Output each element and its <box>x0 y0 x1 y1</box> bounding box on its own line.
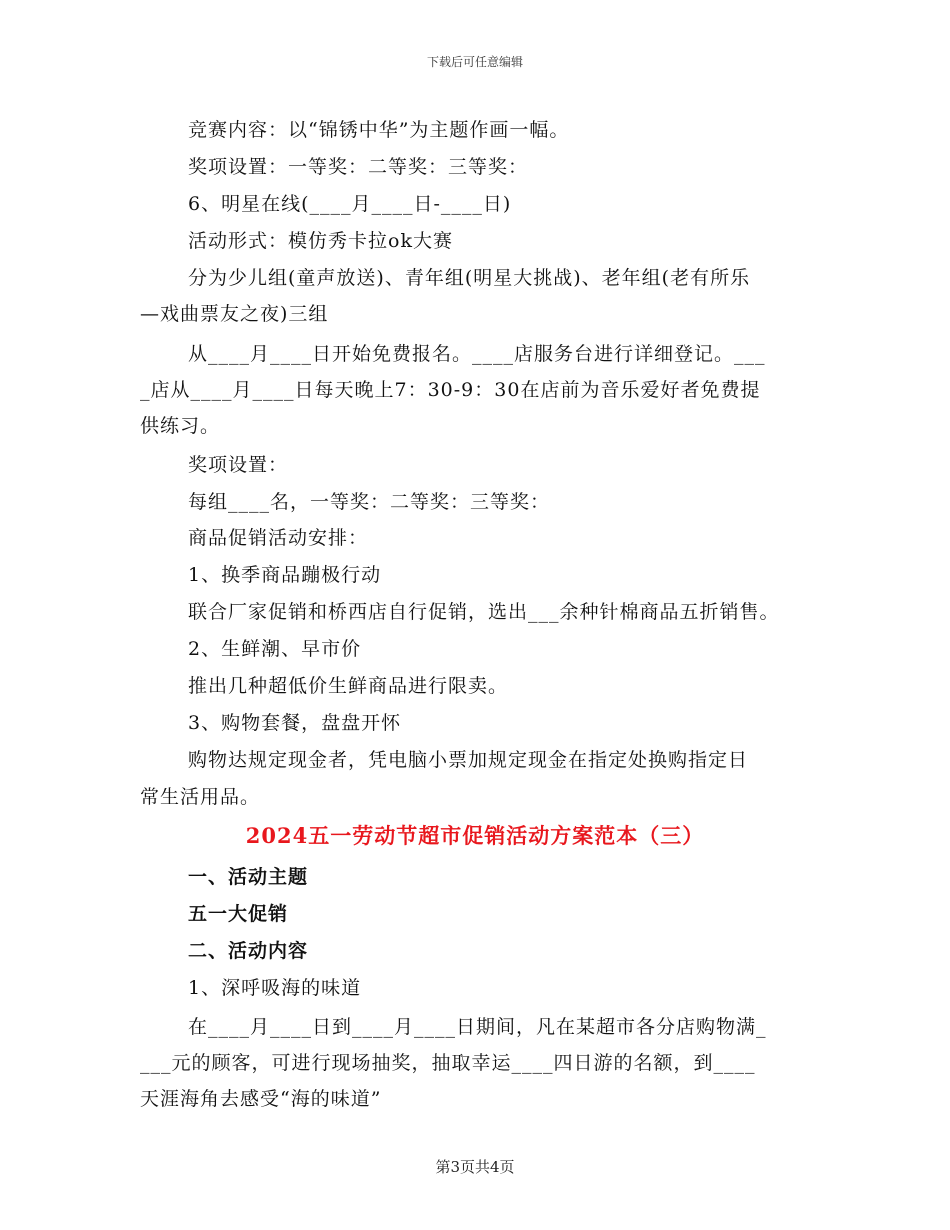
text-line: 6、明星在线(____月____日-____日) <box>188 193 512 215</box>
text-line: 奖项设置： <box>188 454 289 476</box>
text-line: 奖项设置：一等奖：二等奖：三等奖： <box>188 156 529 178</box>
text-line: —戏曲票友之夜)三组 <box>140 303 329 325</box>
text-line: 常生活用品。 <box>140 786 261 808</box>
text-line: 竞赛内容：以“锦锈中华”为主题作画一幅。 <box>188 119 570 141</box>
page-number: 第3页共4页 <box>435 1158 515 1176</box>
text-line: 在____月____日到____月____日期间，凡在某超市各分店购物满_ <box>188 1016 767 1038</box>
text-line: 1、深呼吸海的味道 <box>188 977 362 999</box>
text-line: 购物达规定现金者，凭电脑小票加规定现金在指定处换购指定日 <box>188 749 749 771</box>
text-line: 供练习。 <box>140 415 221 437</box>
text-line: 从____月____日开始免费报名。____店服务台进行详细登记。___ <box>188 343 766 365</box>
heading-line: 五一大促销 <box>188 903 289 925</box>
text-line: _店从____月____日每天晚上7：30-9：30在店前为音乐爱好者免费提 <box>140 379 761 401</box>
text-line: 天涯海角去感受“海的味道” <box>140 1088 382 1110</box>
text-line: 每组____名，一等奖：二等奖：三等奖： <box>188 491 551 513</box>
page-header-note: 下载后可任意编辑 <box>426 55 523 69</box>
text-line: 联合厂家促销和桥西店自行促销，选出___余种针棉商品五折销售。 <box>188 601 780 623</box>
text-line: 1、换季商品蹦极行动 <box>188 564 382 586</box>
section-title: 2024五一劳动节超市促销活动方案范本（三） <box>245 823 705 848</box>
text-line: 推出几种超低价生鲜商品进行限卖。 <box>188 675 509 697</box>
text-line: 商品促销活动安排： <box>188 527 369 549</box>
heading-line: 二、活动内容 <box>188 940 309 962</box>
text-line: 分为少儿组(童声放送)、青年组(明星大挑战)、老年组(老有所乐 <box>188 267 751 289</box>
text-line: 3、购物套餐，盘盘开怀 <box>188 712 402 734</box>
text-line: 活动形式：模仿秀卡拉ok大赛 <box>188 230 453 252</box>
text-line: 2、生鲜潮、早市价 <box>188 638 362 660</box>
text-line: ___元的顾客，可进行现场抽奖，抽取幸运____四日游的名额，到____ <box>140 1052 756 1074</box>
heading-line: 一、活动主题 <box>188 866 309 888</box>
